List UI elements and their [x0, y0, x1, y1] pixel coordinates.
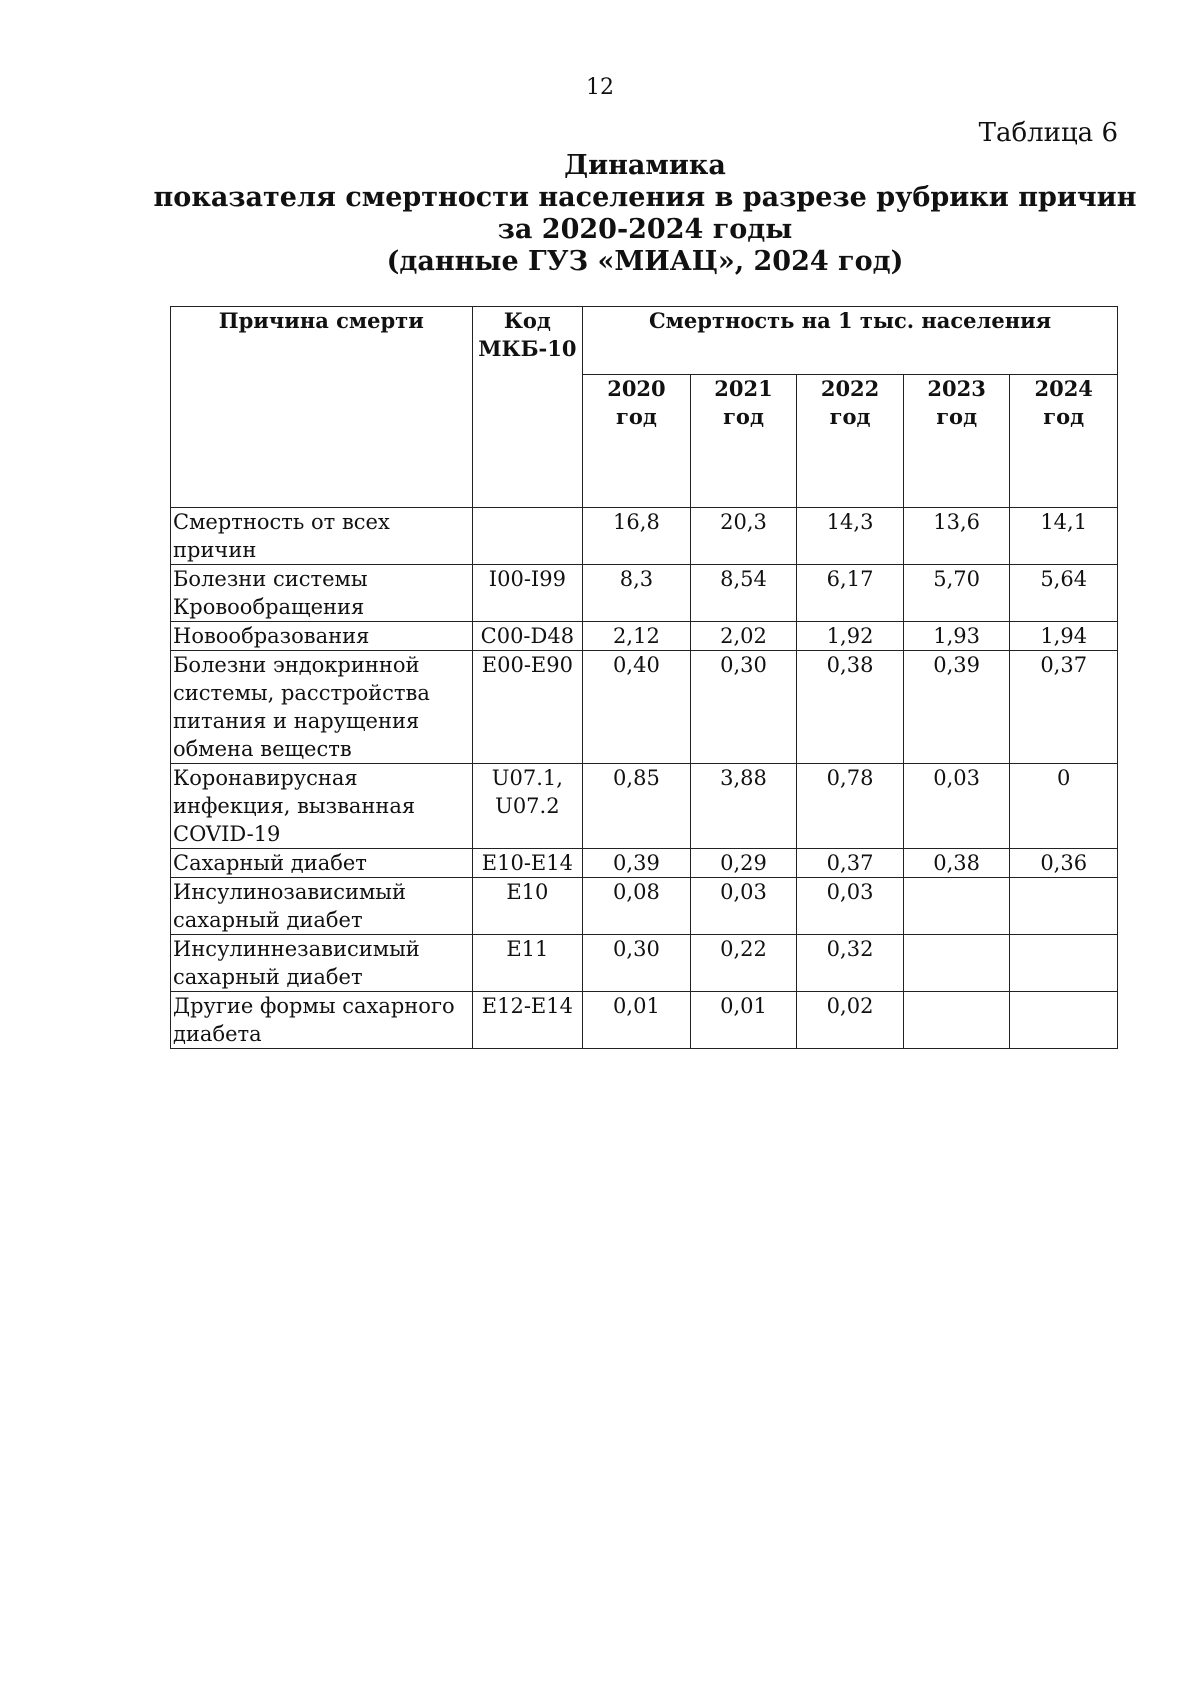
value-cell: 1,94 — [1010, 622, 1118, 651]
header-code-line2: МКБ-10 — [478, 336, 577, 361]
value-cell: 8,54 — [690, 565, 797, 622]
title-line-3: за 2020-2024 годы — [497, 214, 793, 245]
value-cell: 0,01 — [690, 992, 797, 1049]
value-cell: 0,08 — [583, 878, 691, 935]
code-cell: U07.1, U07.2 — [472, 764, 583, 849]
cause-cell: Инсулинозависимый сахарный диабет — [171, 878, 473, 935]
value-cell — [1010, 878, 1118, 935]
value-cell — [903, 992, 1010, 1049]
value-cell: 0,29 — [690, 849, 797, 878]
value-cell: 0,30 — [583, 935, 691, 992]
header-year: 2023 — [927, 375, 986, 401]
value-cell: 1,93 — [903, 622, 1010, 651]
header-year-word: год — [1043, 403, 1085, 429]
cause-cell: Болезни системы Кровообращения — [171, 565, 473, 622]
value-cell: 0,03 — [903, 764, 1010, 849]
value-cell: 2,12 — [583, 622, 691, 651]
table-row — [171, 508, 1118, 565]
value-cell: 0,30 — [690, 651, 797, 764]
value-cell: 0,02 — [797, 992, 904, 1049]
cause-cell: Инсулиннезависимый сахарный диабет — [171, 935, 473, 992]
code-cell: E10 — [472, 878, 583, 935]
header-year-2021 — [690, 374, 797, 507]
header-year-2022 — [797, 374, 904, 507]
table-row — [171, 849, 1118, 878]
header-year-word: год — [829, 403, 871, 429]
table-row — [171, 565, 1118, 622]
table-row — [171, 622, 1118, 651]
header-year: 2020 — [607, 375, 666, 401]
header-year: 2021 — [714, 375, 773, 401]
value-cell: 0,39 — [903, 651, 1010, 764]
value-cell: 20,3 — [690, 508, 797, 565]
value-cell: 0,40 — [583, 651, 691, 764]
value-cell: 0,37 — [1010, 651, 1118, 764]
header-year-2024 — [1010, 374, 1118, 507]
value-cell: 16,8 — [583, 508, 691, 565]
table-row — [171, 992, 1118, 1049]
header-row-1 — [171, 307, 1118, 375]
value-cell: 5,70 — [903, 565, 1010, 622]
value-cell: 0,03 — [797, 878, 904, 935]
header-year: 2024 — [1034, 375, 1093, 401]
value-cell: 0,03 — [690, 878, 797, 935]
value-cell: 0,38 — [903, 849, 1010, 878]
header-year-word: год — [616, 403, 657, 429]
value-cell: 6,17 — [797, 565, 904, 622]
value-cell: 0,22 — [690, 935, 797, 992]
code-cell — [472, 508, 583, 565]
title-line-1: Динамика — [564, 150, 726, 181]
value-cell: 14,1 — [1010, 508, 1118, 565]
header-year-2023 — [903, 374, 1010, 507]
cause-cell: Болезни эндокринной системы, расстройства питания и нарущения обмена веществ — [171, 651, 473, 764]
value-cell: 0,36 — [1010, 849, 1118, 878]
value-cell: 0,39 — [583, 849, 691, 878]
table-row — [171, 935, 1118, 992]
cause-cell: Новообразования — [171, 622, 473, 651]
value-cell: 1,92 — [797, 622, 904, 651]
table-row — [171, 764, 1118, 849]
value-cell — [903, 935, 1010, 992]
value-cell: 0,01 — [583, 992, 691, 1049]
header-year: 2022 — [820, 375, 880, 401]
table-row — [171, 651, 1118, 764]
value-cell — [903, 878, 1010, 935]
cause-cell: Смертность от всех причин — [171, 508, 473, 565]
value-cell: 0,38 — [797, 651, 904, 764]
header-code-line1: Код — [503, 308, 551, 333]
value-cell: 0,32 — [797, 935, 904, 992]
code-cell: E00-E90 — [472, 651, 583, 764]
table-label: Таблица 6 — [978, 118, 1118, 148]
value-cell — [1010, 935, 1118, 992]
value-cell: 0 — [1010, 764, 1118, 849]
cause-cell: Другие формы сахарного диабета — [171, 992, 473, 1049]
header-year-2020 — [583, 374, 691, 507]
value-cell: 2,02 — [690, 622, 797, 651]
title-line-4: (данные ГУЗ «МИАЦ», 2024 год) — [386, 246, 904, 277]
value-cell: 13,6 — [903, 508, 1010, 565]
value-cell — [1010, 992, 1118, 1049]
code-cell: I00-I99 — [472, 565, 583, 622]
title-line-2: показателя смертности населения в разрезе рубрики причин — [153, 182, 1137, 213]
value-cell: 8,3 — [583, 565, 691, 622]
value-cell: 0,37 — [797, 849, 904, 878]
code-cell: E12-E14 — [472, 992, 583, 1049]
table-row — [171, 878, 1118, 935]
header-year-word: год — [936, 403, 978, 429]
code-cell: C00-D48 — [472, 622, 583, 651]
value-cell: 14,3 — [797, 508, 904, 565]
value-cell: 0,85 — [583, 764, 691, 849]
page-number: 12 — [586, 75, 614, 100]
value-cell: 0,78 — [797, 764, 904, 849]
cause-cell: Коронавирусная инфекция, вызванная COVID-19 — [171, 764, 473, 849]
value-cell: 5,64 — [1010, 565, 1118, 622]
header-cause: Причина смерти — [171, 307, 473, 508]
code-cell: E11 — [472, 935, 583, 992]
table-title — [0, 150, 1200, 278]
header-mortality-group: Смертность на 1 тыс. населения — [583, 307, 1118, 375]
value-cell: 3,88 — [690, 764, 797, 849]
header-code — [472, 307, 583, 508]
mortality-table — [170, 306, 1118, 1049]
header-year-word: год — [723, 403, 764, 429]
code-cell: E10-E14 — [472, 849, 583, 878]
cause-cell: Сахарный диабет — [171, 849, 473, 878]
